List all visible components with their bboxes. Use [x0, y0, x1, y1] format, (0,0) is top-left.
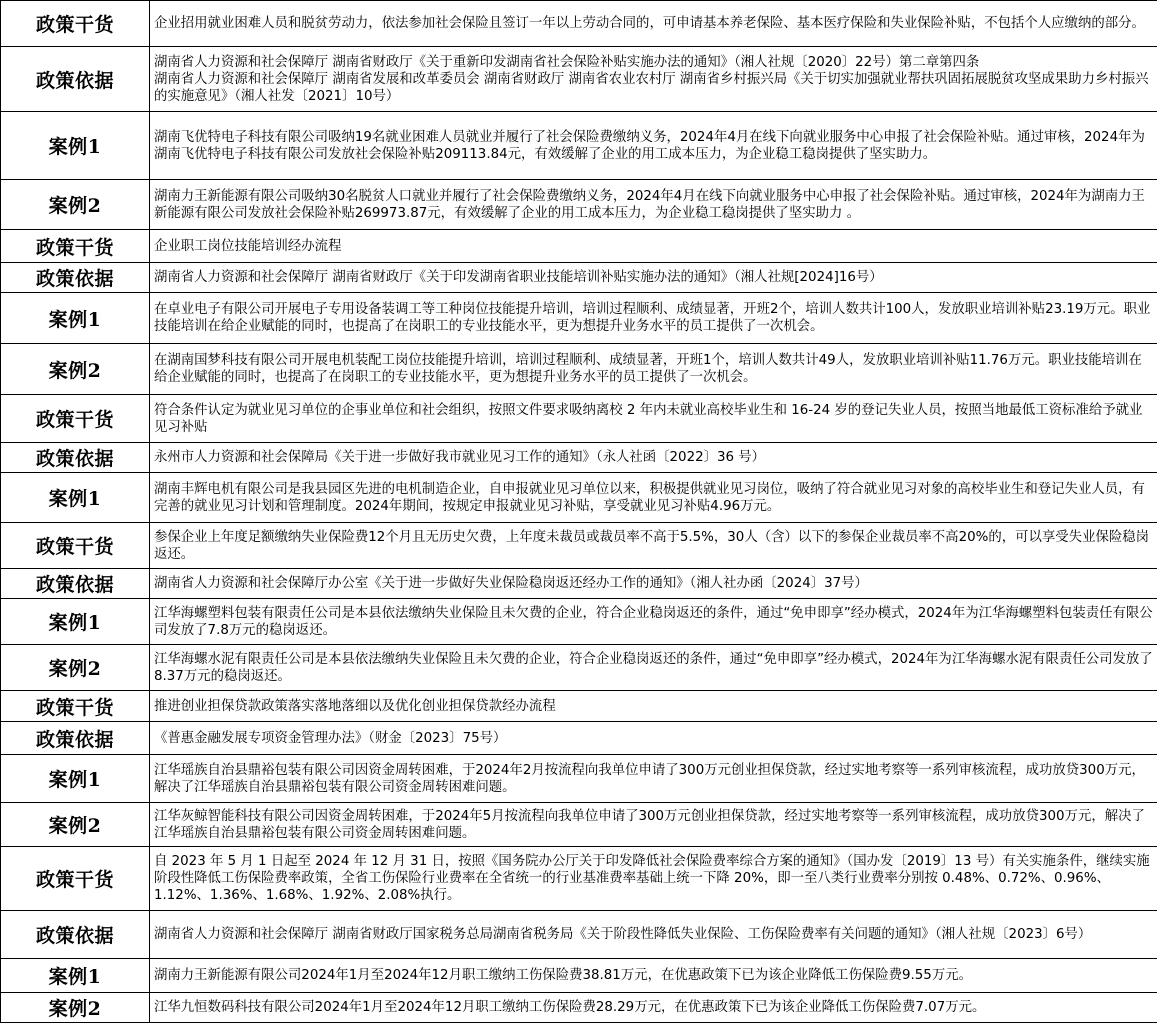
- row-label: 政策依据: [1, 47, 150, 112]
- table-row: [1, 293, 1157, 344]
- table-row: [1, 691, 1157, 722]
- table-row: [1, 47, 1157, 112]
- row-content: 在湖南国梦科技有限公司开展电机装配工岗位技能提升培训，培训过程顺利、成绩显著，开班1个，培训人数共计49人，发放职业培训补贴11.76万元。职业技能培训在给企业赋能的同时，也提高了在岗职工的专业技能水平，更为想提升业务水平的员工提供了一次机会。: [150, 344, 1157, 395]
- row-content: 参保企业上年度足额缴纳失业保险费12个月且无历史欠费，上年度未裁员或裁员率不高于5.5%，30人（含）以下的参保企业裁员率不高20%的，可以享受失业保险稳岗返还。: [150, 523, 1157, 569]
- row-content: 企业招用就业困难人员和脱贫劳动力，依法参加社会保险且签订一年以上劳动合同的，可申请基本养老保险、基本医疗保险和失业保险补贴，不包括个人应缴纳的部分。: [150, 1, 1157, 47]
- table-row: [1, 803, 1157, 847]
- table-row: [1, 180, 1157, 230]
- table-row: [1, 523, 1157, 569]
- table-row: [1, 473, 1157, 523]
- table-row: [1, 645, 1157, 691]
- row-content: 江华九恒数码科技有限公司2024年1月至2024年12月职工缴纳工伤保险费28.29万元，在优惠政策下已为该企业降低工伤保险费7.07万元。: [150, 993, 1157, 1023]
- row-content: 永州市人力资源和社会保障局《关于进一步做好我市就业见习工作的通知》（永人社函〔2022〕36 号）: [150, 443, 1157, 473]
- row-content: 江华海螺水泥有限责任公司是本县依法缴纳失业保险且未欠费的企业，符合企业稳岗返还的条件，通过“免申即享”经办模式，2024年为江华海螺水泥有限责任公司发放了8.37万元的稳岗返还。: [150, 645, 1157, 691]
- row-label: 政策干货: [1, 691, 150, 722]
- table-row: [1, 263, 1157, 293]
- table-row: [1, 755, 1157, 803]
- row-label: 案例1: [1, 755, 150, 803]
- row-label: 案例2: [1, 645, 150, 691]
- row-content: 《普惠金融发展专项资金管理办法》（财金〔2023〕75号）: [150, 722, 1157, 755]
- row-label: 政策依据: [1, 443, 150, 473]
- row-content: 湖南省人力资源和社会保障厅 湖南省财政厅《关于印发湖南省职业技能培训补贴实施办法的通知》（湘人社规[2024]16号）: [150, 263, 1157, 293]
- row-label: 政策干货: [1, 1, 150, 47]
- table-row: [1, 344, 1157, 395]
- row-label: 政策依据: [1, 263, 150, 293]
- table-row: [1, 395, 1157, 443]
- table-row: [1, 599, 1157, 645]
- table-row: [1, 993, 1157, 1023]
- row-label: 案例1: [1, 473, 150, 523]
- table-row: [1, 959, 1157, 993]
- row-content: 湖南丰辉电机有限公司是我县园区先进的电机制造企业，自申报就业见习单位以来，积极提供就业见习岗位，吸纳了符合就业见习对象的高校毕业生和登记失业人员，有完善的就业见习计划和管理制度。2024年期间，按规定申报就业见习补贴，享受就业见习补贴4.96万元。: [150, 473, 1157, 523]
- table-row: [1, 847, 1157, 911]
- row-label: 案例2: [1, 344, 150, 395]
- table-row: [1, 569, 1157, 599]
- row-label: 政策干货: [1, 523, 150, 569]
- table-row: [1, 443, 1157, 473]
- row-label: 政策干货: [1, 230, 150, 263]
- row-content: 湖南省人力资源和社会保障厅 湖南省财政厅国家税务总局湖南省税务局《关于阶段性降低失业保险、工伤保险费率有关问题的通知》（湘人社规〔2023〕6号）: [150, 911, 1157, 959]
- row-content: 湖南力王新能源有限公司吸纳30名脱贫人口就业并履行了社会保险费缴纳义务，2024年4月在线下向就业服务中心申报了社会保险补贴。通过审核，2024年为湖南力王新能源有限公司发放社会保险补贴269973.87元，有效缓解了企业的用工成本压力，为企业稳工稳岗提供了坚实助力 。: [150, 180, 1157, 230]
- table-row: [1, 722, 1157, 755]
- row-label: 案例1: [1, 112, 150, 180]
- table-row: [1, 112, 1157, 180]
- row-label: 案例1: [1, 293, 150, 344]
- row-content: 湖南飞优特电子科技有限公司吸纳19名就业困难人员就业并履行了社会保险费缴纳义务，2024年4月在线下向就业服务中心申报了社会保险补贴。通过审核，2024年为湖南飞优特电子科技有限公司发放社会保险补贴209113.84元，有效缓解了企业的用工成本压力，为企业稳工稳岗提供了坚实助力。: [150, 112, 1157, 180]
- row-label: 政策干货: [1, 847, 150, 911]
- row-label: 案例1: [1, 959, 150, 993]
- row-label: 政策依据: [1, 569, 150, 599]
- row-content: 符合条件认定为就业见习单位的企事业单位和社会组织，按照文件要求吸纳离校 2 年内未就业高校毕业生和 16-24 岁的登记失业人员，按照当地最低工资标准给予就业见习补贴: [150, 395, 1157, 443]
- table-row: [1, 911, 1157, 959]
- row-label: 政策干货: [1, 395, 150, 443]
- table-row: [1, 1, 1157, 47]
- row-content: 湖南力王新能源有限公司2024年1月至2024年12月职工缴纳工伤保险费38.81万元，在优惠政策下已为该企业降低工伤保险费9.55万元。: [150, 959, 1157, 993]
- row-content: 江华灰鲸智能科技有限公司因资金周转困难，于2024年5月按流程向我单位申请了300万元创业担保贷款，经过实地考察等一系列审核流程，成功放贷300万元，解决了江华瑶族自治县鼎裕包装有限公司资金周转困难问题。: [150, 803, 1157, 847]
- row-label: 政策依据: [1, 722, 150, 755]
- row-content: 湖南省人力资源和社会保障厅办公室《关于进一步做好失业保险稳岗返还经办工作的通知》（湘人社办函〔2024〕37号）: [150, 569, 1157, 599]
- policy-basis-line: 湖南省人力资源和社会保障厅 湖南省财政厅《关于重新印发湖南省社会保险补贴实施办法的通知》（湘人社规〔2020〕22号）第二章第四条 湖南省人力资源和社会保障厅 湖南省发展和改革委员会 湖南省财政厅 湖南省农业农村厅 湖南省乡村振兴局《关于切实加强就业帮扶巩固拓展脱贫攻坚成果助力乡村振兴的实施意见》（湘人社发〔2021〕10号）: [154, 54, 1149, 104]
- row-content: 推进创业担保贷款政策落实落地落细以及优化创业担保贷款经办流程: [150, 691, 1157, 722]
- row-content: 在卓业电子有限公司开展电子专用设备装调工等工种岗位技能提升培训，培训过程顺利、成绩显著，开班2个，培训人数共计100人，发放职业培训补贴23.19万元。职业技能培训在给企业赋能的同时，也提高了在岗职工的专业技能水平，更为想提升业务水平的员工提供了一次机会。: [150, 293, 1157, 344]
- row-label: 案例2: [1, 803, 150, 847]
- row-content: 江华海螺塑料包装有限责任公司是本县依法缴纳失业保险且未欠费的企业，符合企业稳岗返还的条件，通过“免申即享”经办模式，2024年为江华海螺塑料包装责任有限公司发放了7.8万元的稳岗返还。: [150, 599, 1157, 645]
- table-row: [1, 230, 1157, 263]
- row-content: 江华瑶族自治县鼎裕包装有限公司因资金周转困难，于2024年2月按流程向我单位申请了300万元创业担保贷款，经过实地考察等一系列审核流程，成功放贷300万元，解决了江华瑶族自治县鼎裕包装有限公司资金周转困难问题。: [150, 755, 1157, 803]
- row-label: 案例2: [1, 180, 150, 230]
- row-content: [150, 47, 1157, 112]
- row-label: 案例2: [1, 993, 150, 1023]
- row-label: 政策依据: [1, 911, 150, 959]
- row-label: 案例1: [1, 599, 150, 645]
- row-content: 企业职工岗位技能培训经办流程: [150, 230, 1157, 263]
- row-content: 自 2023 年 5 月 1 日起至 2024 年 12 月 31 日，按照《国务院办公厅关于印发降低社会保险费率综合方案的通知》（国办发〔2019〕13 号）有关实施条件，继续实施阶段性降低工伤保险费率政策，全省工伤保险行业费率在全省统一的行业基准费率基础上统一下降 20%，即一至八类行业费率分别按 0.48%、0.72%、0.96%、1.12%、1.36%、1.68%、1.92%、2.08%执行。: [150, 847, 1157, 911]
